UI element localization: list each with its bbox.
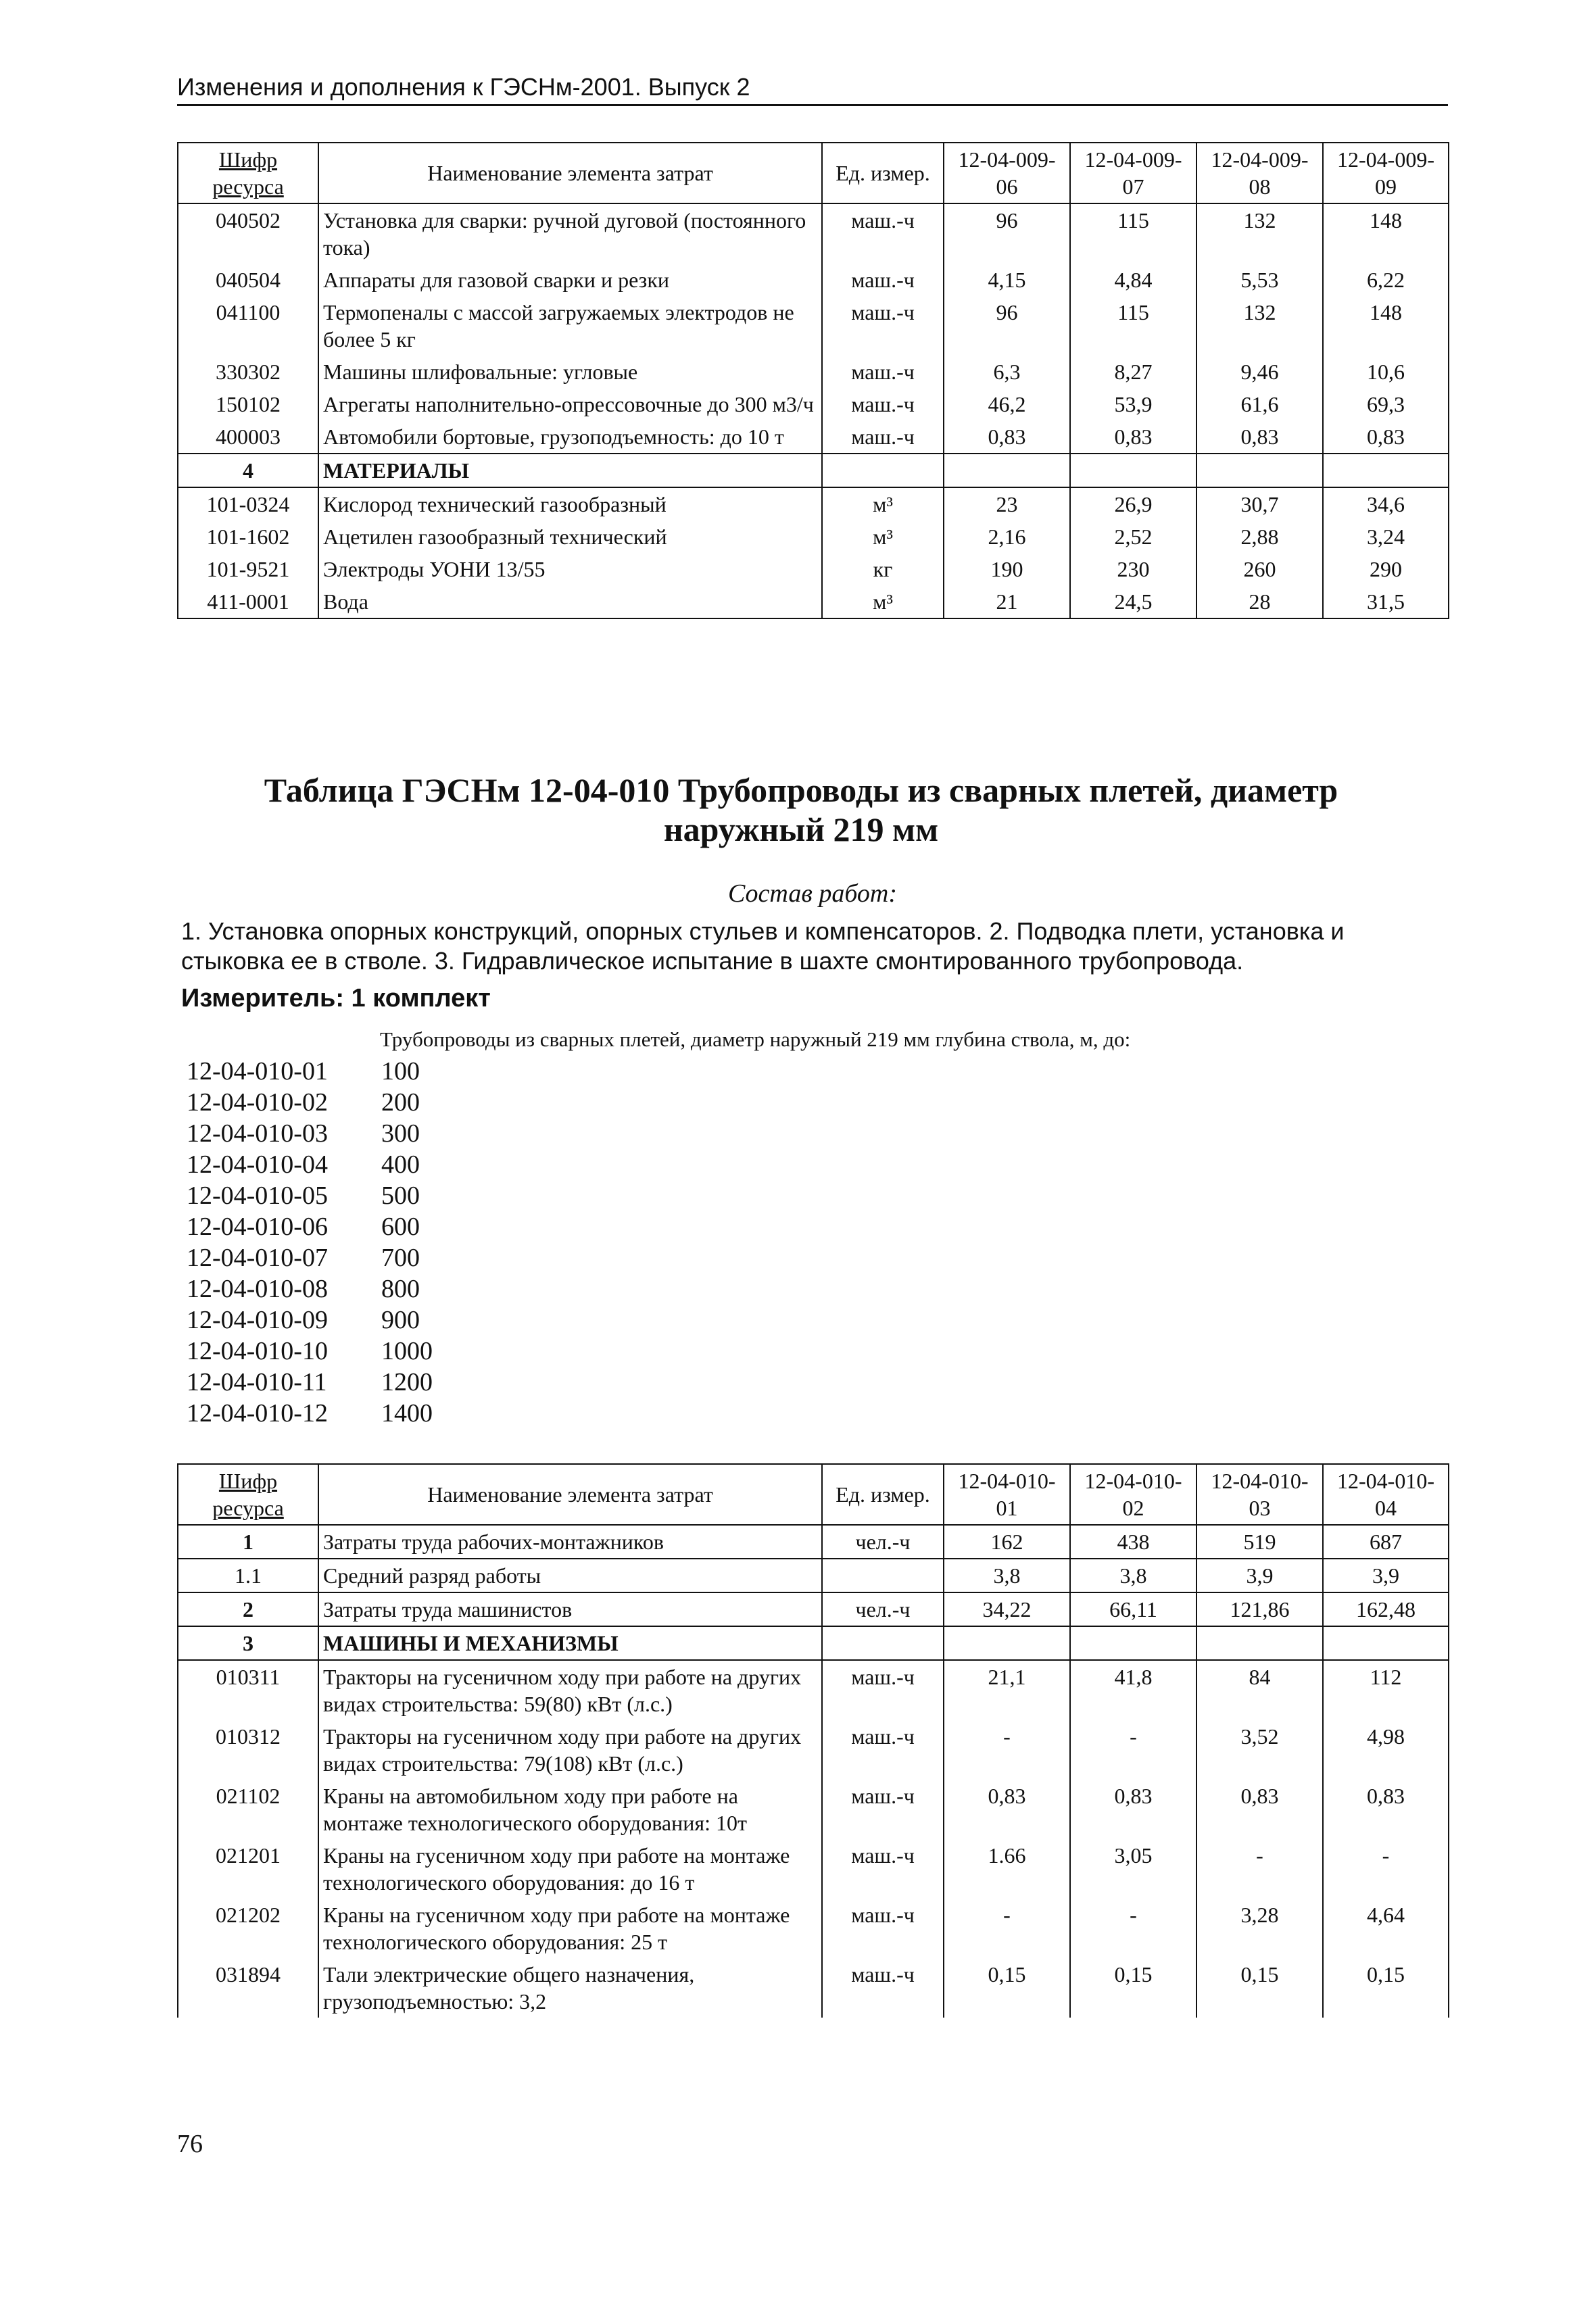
norm-depth: 500	[381, 1181, 420, 1210]
cell-value: 5,53	[1196, 264, 1323, 296]
list-item	[187, 1336, 433, 1367]
cell-code: 330302	[178, 356, 318, 388]
cell-value: 3,9	[1196, 1559, 1323, 1592]
section-title: МАТЕРИАЛЫ	[318, 454, 822, 487]
cell-value: 0,83	[1323, 1780, 1449, 1839]
table-title: Таблица ГЭСНм 12-04-010 Трубопроводы из сварных плетей, диаметр наружный 219 мм	[264, 771, 1338, 848]
cell-unit: кг	[822, 553, 944, 585]
cell-value: 84	[1196, 1660, 1323, 1720]
norm-code: 12-04-010-01	[187, 1057, 328, 1086]
norm-depth: 800	[381, 1275, 420, 1303]
cell-value: 8,27	[1070, 356, 1196, 388]
cell-value: 9,46	[1196, 356, 1323, 388]
norm-code: 12-04-010-04	[187, 1150, 328, 1179]
cell-value: 0,83	[1070, 1780, 1196, 1839]
cell-value: 148	[1323, 203, 1449, 264]
cell-value: 2,52	[1070, 520, 1196, 553]
cell-name: Затраты труда рабочих-монтажников	[318, 1525, 822, 1559]
cell-value: 3,05	[1070, 1839, 1196, 1899]
cell-value: 41,8	[1070, 1660, 1196, 1720]
cell-value: 34,22	[944, 1592, 1070, 1626]
cell-unit: маш.-ч	[822, 264, 944, 296]
cell-code: 101-1602	[178, 520, 318, 553]
table-row	[178, 356, 1449, 388]
cell-value: 31,5	[1323, 585, 1449, 618]
table-row	[178, 1720, 1449, 1780]
cell-value: 162	[944, 1525, 1070, 1559]
cell-value: 3,9	[1323, 1559, 1449, 1592]
norm-depth: 400	[381, 1150, 420, 1179]
cell-unit: м³	[822, 585, 944, 618]
list-item	[187, 1242, 433, 1273]
cell-code: 021201	[178, 1839, 318, 1899]
composition-heading: Состав работ:	[727, 879, 898, 908]
cell-name: Кислород технический газообразный	[318, 487, 822, 520]
cell-name: Установка для сварки: ручной дуговой (постоянного тока)	[318, 203, 822, 264]
col-norm-header: 12-04-010-04	[1323, 1464, 1449, 1525]
col-unit-header: Ед. измер.	[822, 1464, 944, 1525]
list-item	[187, 1367, 433, 1398]
cell-value: 1.66	[944, 1839, 1070, 1899]
cell-value: 115	[1070, 296, 1196, 356]
cell-unit: маш.-ч	[822, 1780, 944, 1839]
table-row	[178, 1780, 1449, 1839]
norm-depth: 200	[381, 1088, 420, 1117]
cell-unit: маш.-ч	[822, 1660, 944, 1720]
cell-value: 96	[944, 296, 1070, 356]
cell-name: Тали электрические общего назначения, грузоподъемностью: 3,2	[318, 1958, 822, 2018]
norm-code: 12-04-010-09	[187, 1306, 328, 1334]
cell-value: 0,15	[1196, 1958, 1323, 2018]
cell-name: Краны на гусеничном ходу при работе на монтаже технологического оборудования: 25 т	[318, 1899, 822, 1958]
cell-name: Автомобили бортовые, грузоподъемность: до 10 т	[318, 420, 822, 454]
cell-code: 400003	[178, 420, 318, 454]
cell-value: 3,28	[1196, 1899, 1323, 1958]
norm-depth: 100	[381, 1057, 420, 1086]
cell-name: Краны на гусеничном ходу при работе на монтаже технологического оборудования: до 16 т	[318, 1839, 822, 1899]
cell-value: 24,5	[1070, 585, 1196, 618]
table-row	[178, 1592, 1449, 1626]
cell-unit: м³	[822, 487, 944, 520]
cell-value: 3,24	[1323, 520, 1449, 553]
section-row	[178, 454, 1449, 487]
table-row	[178, 1958, 1449, 2018]
cell-code: 010311	[178, 1660, 318, 1720]
cell-value: -	[944, 1899, 1070, 1958]
cell-code: 411-0001	[178, 585, 318, 618]
cell-value: 6,22	[1323, 264, 1449, 296]
norm-code: 12-04-010-05	[187, 1181, 328, 1210]
col-code-header: Шифр ресурса	[178, 143, 318, 203]
cell-unit	[822, 1559, 944, 1592]
cell-value: 0,83	[1323, 420, 1449, 454]
col-name-header: Наименование элемента затрат	[318, 143, 822, 203]
norm-depth: 1000	[381, 1337, 433, 1365]
cell-value: 4,84	[1070, 264, 1196, 296]
cell-value: 3,8	[1070, 1559, 1196, 1592]
cell-unit: чел.-ч	[822, 1525, 944, 1559]
cell-unit: м³	[822, 520, 944, 553]
norm-depth: 300	[381, 1119, 420, 1148]
norm-code: 12-04-010-02	[187, 1088, 328, 1117]
cell-value: 53,9	[1070, 388, 1196, 420]
cell-value: 115	[1070, 203, 1196, 264]
cell-value: 46,2	[944, 388, 1070, 420]
cell-value: -	[944, 1720, 1070, 1780]
cell-value: 10,6	[1323, 356, 1449, 388]
cell-value: 190	[944, 553, 1070, 585]
cell-code: 041100	[178, 296, 318, 356]
cell-value: 30,7	[1196, 487, 1323, 520]
cell-value: -	[1070, 1720, 1196, 1780]
cell-code: 2	[178, 1592, 318, 1626]
col-norm-header: 12-04-010-01	[944, 1464, 1070, 1525]
norm-codes-list	[187, 1056, 433, 1429]
cell-code: 010312	[178, 1720, 318, 1780]
cell-value: 69,3	[1323, 388, 1449, 420]
norm-code: 12-04-010-10	[187, 1337, 328, 1365]
col-name-header: Наименование элемента затрат	[318, 1464, 822, 1525]
cell-value: 61,6	[1196, 388, 1323, 420]
cell-value: 2,88	[1196, 520, 1323, 553]
norm-code: 12-04-010-11	[187, 1368, 327, 1396]
cell-value: 21,1	[944, 1660, 1070, 1720]
cell-value: 3,8	[944, 1559, 1070, 1592]
list-item	[187, 1305, 433, 1336]
cell-value: 519	[1196, 1525, 1323, 1559]
norm-code: 12-04-010-03	[187, 1119, 328, 1148]
col-norm-header: 12-04-010-03	[1196, 1464, 1323, 1525]
table-row	[178, 520, 1449, 553]
cell-value: 4,64	[1323, 1899, 1449, 1958]
list-item	[187, 1149, 433, 1180]
cell-value: 0,15	[1070, 1958, 1196, 2018]
cell-name: Ацетилен газообразный технический	[318, 520, 822, 553]
cell-value: 23	[944, 487, 1070, 520]
cell-name: Термопеналы с массой загружаемых электродов не более 5 кг	[318, 296, 822, 356]
cell-unit: маш.-ч	[822, 296, 944, 356]
cell-name: Агрегаты наполнительно-опрессовочные до 300 м3/ч	[318, 388, 822, 420]
measure-unit: Измеритель: 1 комплект	[181, 984, 491, 1013]
table-row	[178, 203, 1449, 264]
cell-value: 4,15	[944, 264, 1070, 296]
cell-value: 34,6	[1323, 487, 1449, 520]
cell-value: 162,48	[1323, 1592, 1449, 1626]
cell-value: -	[1196, 1839, 1323, 1899]
cell-code: 040504	[178, 264, 318, 296]
cell-value: 290	[1323, 553, 1449, 585]
norm-code: 12-04-010-12	[187, 1399, 328, 1428]
cell-value: 96	[944, 203, 1070, 264]
cell-value: 132	[1196, 203, 1323, 264]
norm-code: 12-04-010-06	[187, 1213, 328, 1241]
norm-depth: 700	[381, 1244, 420, 1272]
col-norm-header: 12-04-009-09	[1323, 143, 1449, 203]
cell-unit: маш.-ч	[822, 1720, 944, 1780]
cell-name: Машины шлифовальные: угловые	[318, 356, 822, 388]
cell-value: 2,16	[944, 520, 1070, 553]
cell-name: Краны на автомобильном ходу при работе на монтаже технологического оборудования: 10т	[318, 1780, 822, 1839]
cell-value: 148	[1323, 296, 1449, 356]
col-norm-header: 12-04-009-07	[1070, 143, 1196, 203]
cell-code: 1	[178, 1525, 318, 1559]
list-item	[187, 1056, 433, 1087]
col-norm-header: 12-04-010-02	[1070, 1464, 1196, 1525]
cell-unit: чел.-ч	[822, 1592, 944, 1626]
cell-value: 26,9	[1070, 487, 1196, 520]
cell-name: Электроды УОНИ 13/55	[318, 553, 822, 585]
cell-value: 0,83	[1070, 420, 1196, 454]
cell-value: 3,52	[1196, 1720, 1323, 1780]
norm-depth: 1400	[381, 1399, 433, 1428]
cell-value: 121,86	[1196, 1592, 1323, 1626]
cell-value: 132	[1196, 296, 1323, 356]
cell-name: Вода	[318, 585, 822, 618]
col-unit-header: Ед. измер.	[822, 143, 944, 203]
cell-name: Затраты труда машинистов	[318, 1592, 822, 1626]
list-item	[187, 1273, 433, 1305]
table-row	[178, 1899, 1449, 1958]
cell-value: 438	[1070, 1525, 1196, 1559]
table-row	[178, 487, 1449, 520]
cell-unit: маш.-ч	[822, 1899, 944, 1958]
resource-table-009	[177, 142, 1449, 619]
cell-value: 112	[1323, 1660, 1449, 1720]
section-title: МАШИНЫ И МЕХАНИЗМЫ	[318, 1626, 822, 1660]
running-header: Изменения и дополнения к ГЭСНм-2001. Выпуск 2	[177, 73, 1448, 106]
col-norm-header: 12-04-009-08	[1196, 143, 1323, 203]
cell-value: 687	[1323, 1525, 1449, 1559]
list-item	[187, 1087, 433, 1118]
table-row	[178, 388, 1449, 420]
norm-code: 12-04-010-08	[187, 1275, 328, 1303]
table-row	[178, 1660, 1449, 1720]
cell-value: 66,11	[1070, 1592, 1196, 1626]
cell-unit: маш.-ч	[822, 1839, 944, 1899]
cell-value: 0,83	[1196, 1780, 1323, 1839]
cell-value: 260	[1196, 553, 1323, 585]
section-row	[178, 1626, 1449, 1660]
cell-unit: маш.-ч	[822, 203, 944, 264]
table-row	[178, 1525, 1449, 1559]
col-norm-header: 12-04-009-06	[944, 143, 1070, 203]
list-item	[187, 1398, 433, 1429]
cell-unit: маш.-ч	[822, 420, 944, 454]
cell-value: 0,15	[944, 1958, 1070, 2018]
cell-value: 4,98	[1323, 1720, 1449, 1780]
cell-value: 21	[944, 585, 1070, 618]
cell-value: 28	[1196, 585, 1323, 618]
cell-code: 101-0324	[178, 487, 318, 520]
cell-value: -	[1323, 1839, 1449, 1899]
cell-name: Средний разряд работы	[318, 1559, 822, 1592]
table-row	[178, 585, 1449, 618]
cell-value: 6,3	[944, 356, 1070, 388]
page-number: 76	[177, 2130, 203, 2158]
cell-unit: маш.-ч	[822, 356, 944, 388]
list-item	[187, 1180, 433, 1211]
cell-code: 040502	[178, 203, 318, 264]
cell-unit: маш.-ч	[822, 388, 944, 420]
list-item	[187, 1211, 433, 1242]
cell-code: 031894	[178, 1958, 318, 2018]
cell-value: 0,15	[1323, 1958, 1449, 2018]
cell-value: 230	[1070, 553, 1196, 585]
cell-value: 0,83	[944, 420, 1070, 454]
cell-value: -	[1070, 1899, 1196, 1958]
table-row	[178, 264, 1449, 296]
col-code-header: Шифр ресурса	[178, 1464, 318, 1525]
cell-name: Аппараты для газовой сварки и резки	[318, 264, 822, 296]
table-row	[178, 1839, 1449, 1899]
list-item	[187, 1118, 433, 1149]
norm-depth: 900	[381, 1306, 420, 1334]
norm-depth: 600	[381, 1213, 420, 1241]
composition-text: 1. Установка опорных конструкций, опорных стульев и компенсаторов. 2. Подводка плети, установка и стыковка ее в стволе. 3. Гидравлическое испытание в шахте смонтированного трубопровода.	[181, 917, 1345, 975]
norm-code: 12-04-010-07	[187, 1244, 328, 1272]
table-row	[178, 296, 1449, 356]
cell-value: 0,83	[1196, 420, 1323, 454]
cell-code: 021102	[178, 1780, 318, 1839]
cell-code: 1.1	[178, 1559, 318, 1592]
cell-name: Тракторы на гусеничном ходу при работе на других видах строительства: 59(80) кВт (л.с.)	[318, 1660, 822, 1720]
cell-code: 150102	[178, 388, 318, 420]
cell-value: 0,83	[944, 1780, 1070, 1839]
table-row	[178, 1559, 1449, 1592]
table-row	[178, 553, 1449, 585]
cell-unit: маш.-ч	[822, 1958, 944, 2018]
codes-intro: Трубопроводы из сварных плетей, диаметр наружный 219 мм глубина ствола, м, до:	[380, 1027, 1131, 1051]
cell-name: Тракторы на гусеничном ходу при работе на других видах строительства: 79(108) кВт (л.с.)	[318, 1720, 822, 1780]
norm-depth: 1200	[381, 1368, 433, 1396]
resource-table-010	[177, 1463, 1449, 2018]
cell-code: 101-9521	[178, 553, 318, 585]
section-code: 3	[178, 1626, 318, 1660]
table-row	[178, 420, 1449, 454]
section-code: 4	[178, 454, 318, 487]
cell-code: 021202	[178, 1899, 318, 1958]
